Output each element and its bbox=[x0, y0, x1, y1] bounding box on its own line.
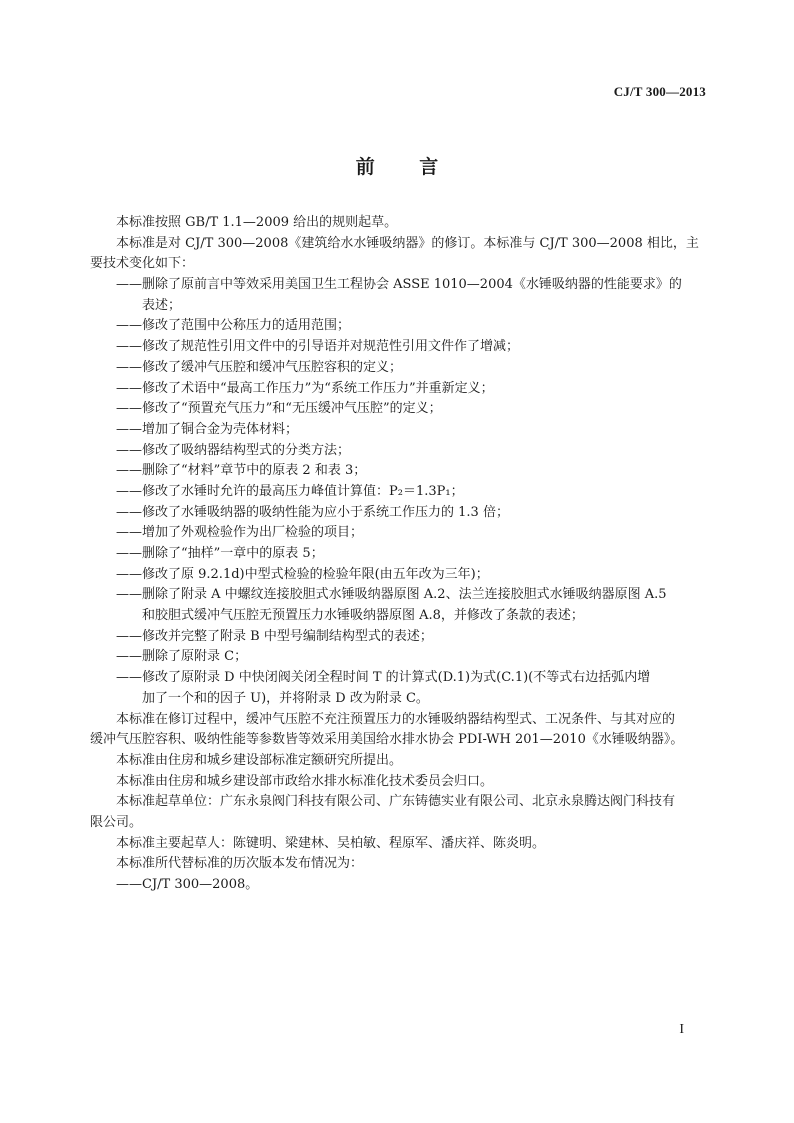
change-item: ——删除了“抽样”一章中的原表 5； bbox=[116, 546, 324, 561]
change-item: ——修改了原附录 D 中快闭阀关闭全程时间 T 的计算式(D.1)为式(C.1)(不等式右边括弧内增 bbox=[116, 670, 651, 686]
paragraph-equivalent-adoption: 本标准在修订过程中，缓冲气压腔不充注预置压力的水锤吸纳器结构型式、工况条件、与其对应的 bbox=[116, 711, 676, 727]
paragraph-revision-intro: 本标准是对 CJ/T 300—2008《建筑给水水锤吸纳器》的修订。本标准与 CJ/T 300—2008 相比，主 bbox=[116, 235, 699, 251]
change-item: ——增加了外观检验作为出厂检验的项目； bbox=[116, 525, 364, 541]
change-item: ——修改了术语中“最高工作压力”为“系统工作压力”并重新定义； bbox=[116, 380, 494, 396]
paragraph-proposer: 本标准由住房和城乡建设部标准定额研究所提出。 bbox=[116, 752, 403, 768]
change-item: ——修改了水锤时允许的最高压力峰值计算值：P₂＝1.3P₁； bbox=[116, 483, 464, 499]
change-item: ——修改了缓冲气压腔和缓冲气压腔容积的定义； bbox=[116, 359, 403, 375]
history-item: ——CJ/T 300—2008。 bbox=[116, 877, 259, 892]
paragraph-drafting-units: 本标准起草单位：广东永泉阀门科技有限公司、广东铸德实业有限公司、北京永泉腾达阀门科技有 bbox=[116, 794, 676, 810]
change-item: ——增加了铜合金为壳体材料； bbox=[116, 421, 299, 437]
change-item: ——删除了原附录 C； bbox=[116, 649, 248, 665]
change-item: ——删除了附录 A 中螺纹连接胶胆式水锤吸纳器原图 A.2、法兰连接胶胆式水锤吸纳器原图 A.5 bbox=[116, 587, 667, 603]
paragraph-revision-intro-cont: 要技术变化如下： bbox=[90, 256, 195, 272]
change-item: ——修改了原 9.2.1d)中型式检验的检验年限(由五年改为三年)； bbox=[116, 566, 489, 582]
change-item: ——修改了范围中公称压力的适用范围； bbox=[116, 318, 351, 334]
paragraph-history: 本标准所代替标准的历次版本发布情况为： bbox=[116, 856, 364, 872]
page-number: I bbox=[679, 1022, 684, 1037]
change-item-cont: 表述； bbox=[142, 297, 182, 313]
page-title: 前 言 bbox=[355, 156, 439, 178]
change-item-cont: 和胶胆式缓冲气压腔无预置压力水锤吸纳器原图 A.8，并修改了条款的表述； bbox=[142, 608, 584, 624]
change-item: ——删除了原前言中等效采用美国卫生工程协会 ASSE 1010—2004《水锤吸纳器的性能要求》的 bbox=[116, 277, 682, 293]
change-item: ——修改了规范性引用文件中的引导语并对规范性引用文件作了增减； bbox=[116, 339, 520, 355]
paragraph-equivalent-adoption-cont: 缓冲气压腔容积、吸纳性能等参数皆等效采用美国给水排水协会 PDI-WH 201—2010《水锤吸纳器》。 bbox=[90, 732, 684, 748]
paragraph-drafters: 本标准主要起草人：陈键明、梁建林、吴柏敏、程原军、潘庆祥、陈炎明。 bbox=[116, 835, 546, 851]
change-item: ——修改了“预置充气压力”和“无压缓冲气压腔”的定义； bbox=[116, 401, 442, 417]
change-item: ——修改了吸纳器结构型式的分类方法； bbox=[116, 442, 351, 458]
change-item: ——修改并完整了附录 B 中型号编制结构型式的表述； bbox=[116, 628, 433, 644]
change-item-cont: 加了一个和的因子 U)，并将附录 D 改为附录 C。 bbox=[142, 690, 429, 706]
paragraph-committee: 本标准由住房和城乡建设部市政给水排水标准化技术委员会归口。 bbox=[116, 773, 494, 789]
paragraph-drafting-rules: 本标准按照 GB/T 1.1—2009 给出的规则起草。 bbox=[116, 215, 398, 230]
paragraph-drafting-units-cont: 限公司。 bbox=[90, 814, 143, 830]
foreword-body bbox=[90, 213, 710, 896]
change-item: ——删除了“材料”章节中的原表 2 和表 3； bbox=[116, 463, 367, 479]
standard-code: CJ/T 300—2013 bbox=[613, 84, 706, 99]
change-item: ——修改了水锤吸纳器的吸纳性能为应小于系统工作压力的 1.3 倍； bbox=[116, 504, 509, 520]
